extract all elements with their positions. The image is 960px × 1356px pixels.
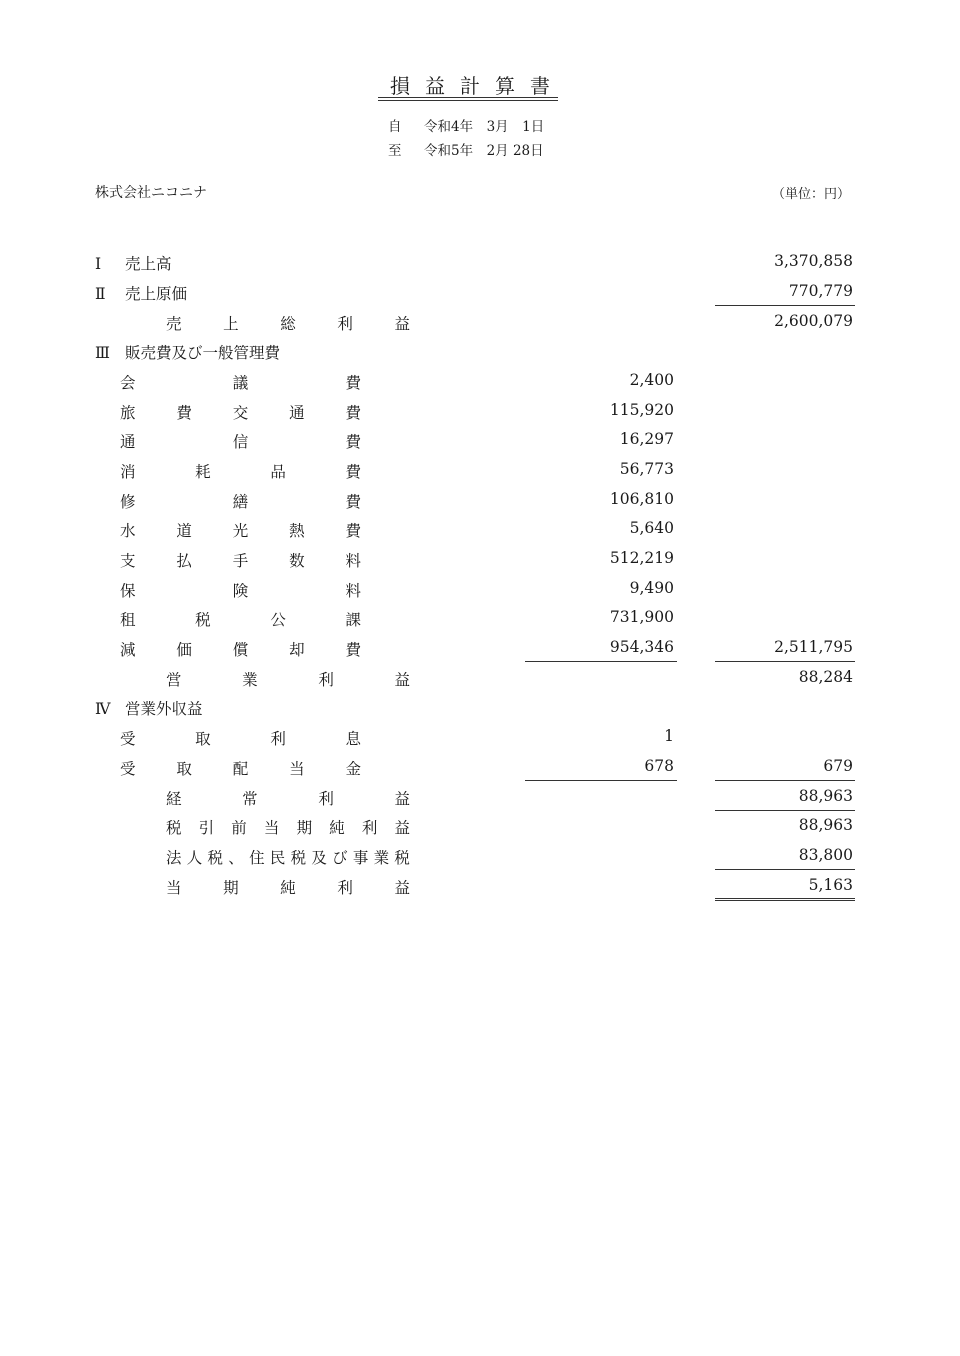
section-number: Ⅱ	[95, 285, 106, 303]
label-char: 光	[232, 522, 249, 540]
label-char: 益	[394, 671, 410, 689]
label-char: 減	[120, 641, 136, 659]
label-char: 益	[394, 790, 410, 808]
expense-amount: 954,346	[609, 638, 674, 656]
row-sales	[0, 252, 960, 276]
label-char: 払	[176, 552, 192, 570]
label-char: 支	[120, 552, 136, 570]
subtotal-rule	[525, 661, 677, 662]
label-char: 費	[345, 463, 361, 481]
label-char: 期	[223, 879, 239, 897]
expense-amount: 9,490	[629, 579, 674, 597]
label-char: 費	[176, 404, 192, 422]
title-underline	[378, 97, 558, 98]
label-char: 法	[166, 849, 182, 867]
label-char: 費	[345, 493, 361, 511]
income-row	[0, 757, 960, 781]
period-to-label: 至	[388, 143, 402, 159]
income-row	[0, 727, 960, 751]
label-char: 信	[232, 433, 249, 451]
label-char: 道	[176, 522, 192, 540]
label-char: 料	[345, 582, 361, 600]
expense-row	[0, 490, 960, 514]
row-pretax-income	[0, 816, 960, 840]
label-char: 常	[242, 790, 258, 808]
pretax-income-label	[166, 816, 410, 838]
expense-amount: 5,640	[629, 519, 674, 537]
label-char: 営	[166, 671, 182, 689]
label-char: 耗	[195, 463, 211, 481]
net-income-label	[166, 876, 410, 898]
period-to	[388, 139, 544, 159]
label-char: 公	[270, 611, 286, 629]
expense-amount: 2,400	[629, 371, 674, 389]
row-taxes	[0, 846, 960, 870]
expense-amount: 106,810	[609, 490, 674, 508]
label-char: 当	[166, 879, 182, 897]
label-char: 息	[345, 730, 361, 748]
subtotal-rule	[715, 869, 855, 870]
expense-row	[0, 430, 960, 454]
subtotal-rule	[715, 810, 855, 811]
label-char: 利	[361, 819, 378, 837]
label-char: 費	[345, 522, 361, 540]
label-char: 純	[280, 879, 296, 897]
label-char: 通	[120, 433, 136, 451]
expense-amount: 512,219	[609, 549, 674, 567]
expense-label	[120, 371, 361, 393]
income-amount: 678	[644, 757, 674, 775]
expense-row	[0, 608, 960, 632]
label-char: 険	[232, 582, 249, 600]
label-char: 民	[269, 849, 286, 867]
total-amount: 83,800	[798, 846, 853, 864]
ordinary-income-label	[166, 787, 410, 809]
label-char: 当	[289, 760, 305, 778]
period-from-date: 令和4年 3月 1日	[424, 119, 545, 135]
period-from-label: 自	[388, 119, 402, 135]
row-net-income	[0, 876, 960, 900]
label-char: 金	[345, 760, 361, 778]
label-char: 業	[373, 849, 390, 867]
label-char: 課	[345, 611, 361, 629]
label-char: 税	[195, 611, 211, 629]
label-char: 費	[345, 433, 361, 451]
expense-label	[120, 638, 361, 660]
label-char: 利	[337, 879, 353, 897]
expense-label	[120, 401, 361, 423]
expense-amount: 56,773	[619, 460, 674, 478]
section-label: 売上原価	[125, 285, 188, 303]
expense-row	[0, 549, 960, 573]
label-char: 会	[120, 374, 136, 392]
label-char: 総	[280, 315, 296, 333]
final-double-rule	[715, 898, 855, 901]
label-char: び	[332, 849, 348, 867]
expense-amount: 115,920	[609, 401, 674, 419]
label-char: 経	[166, 790, 182, 808]
row-gross-profit	[0, 312, 960, 336]
label-char: 利	[337, 315, 353, 333]
expense-label	[120, 579, 361, 601]
label-char: 上	[223, 315, 239, 333]
label-char: 、	[228, 849, 244, 867]
label-char: 利	[270, 730, 286, 748]
period-to-date: 令和5年 2月 28日	[424, 143, 544, 159]
label-char: 前	[231, 819, 247, 837]
total-amount: 5,163	[808, 876, 853, 894]
label-char: 数	[289, 552, 305, 570]
label-char: 料	[345, 552, 361, 570]
section-number: Ⅰ	[95, 255, 102, 273]
expense-amount: 731,900	[609, 608, 674, 626]
label-char: 熱	[289, 522, 305, 540]
expense-amount: 16,297	[619, 430, 674, 448]
label-char: 益	[394, 315, 410, 333]
section-heading	[95, 252, 172, 274]
label-char: 人	[186, 849, 203, 867]
label-char: 交	[232, 404, 249, 422]
total-amount: 770,779	[788, 282, 853, 300]
label-char: 旅	[120, 404, 136, 422]
sga-total: 2,511,795	[774, 638, 853, 656]
section-number: Ⅲ	[95, 344, 110, 362]
label-char: 税	[394, 849, 410, 867]
section-label: 販売費及び一般管理費	[125, 344, 281, 362]
non-op-total: 679	[823, 757, 853, 775]
section-heading	[95, 341, 280, 363]
label-char: 議	[232, 374, 249, 392]
expense-label	[120, 549, 361, 571]
label-char: 繕	[232, 493, 249, 511]
expense-row	[0, 638, 960, 662]
label-char: 受	[120, 730, 136, 748]
label-char: 税	[166, 819, 182, 837]
document-title: 損益計算書	[390, 74, 565, 98]
subtotal-rule	[715, 780, 855, 781]
label-char: 租	[120, 611, 136, 629]
label-char: 受	[120, 760, 136, 778]
subtotal-rule	[715, 661, 855, 662]
label-char: 期	[296, 819, 313, 837]
label-char: 配	[232, 760, 249, 778]
label-char: 税	[290, 849, 307, 867]
label-char: 利	[318, 671, 334, 689]
row-non-op-heading	[0, 697, 960, 721]
section-label: 売上高	[125, 255, 172, 273]
title-underline-second	[378, 100, 558, 101]
label-char: 価	[176, 641, 192, 659]
label-char: 事	[352, 849, 369, 867]
label-char: 却	[289, 641, 305, 659]
income-label	[120, 757, 361, 779]
row-operating-income	[0, 668, 960, 692]
row-cogs	[0, 282, 960, 306]
label-char: 費	[345, 374, 361, 392]
label-char: 業	[242, 671, 258, 689]
gross-profit-label	[166, 312, 410, 334]
section-number: Ⅳ	[95, 700, 111, 718]
label-char: 保	[120, 582, 136, 600]
label-char: 住	[249, 849, 265, 867]
row-sga-heading	[0, 341, 960, 365]
period-from	[388, 115, 544, 135]
unit-label: （単位：円）	[772, 187, 851, 202]
expense-label	[120, 490, 361, 512]
section-heading	[95, 697, 203, 719]
row-ordinary-income	[0, 787, 960, 811]
taxes-label	[166, 846, 410, 868]
expense-label	[120, 608, 361, 630]
label-char: 消	[120, 463, 136, 481]
expense-row	[0, 371, 960, 395]
label-char: 益	[394, 879, 410, 897]
expense-label	[120, 430, 361, 452]
income-amount: 1	[664, 727, 674, 745]
label-char: 修	[120, 493, 136, 511]
label-char: 当	[263, 819, 280, 837]
label-char: 通	[289, 404, 305, 422]
total-amount: 88,284	[798, 668, 853, 686]
label-char: 取	[195, 730, 211, 748]
total-amount: 3,370,858	[774, 252, 853, 270]
label-char: 税	[207, 849, 224, 867]
expense-row	[0, 460, 960, 484]
expense-row	[0, 579, 960, 603]
label-char: 品	[270, 463, 286, 481]
label-char: 売	[166, 315, 182, 333]
total-amount: 88,963	[798, 787, 853, 805]
label-char: 益	[394, 819, 410, 837]
label-char: 水	[120, 522, 136, 540]
label-char: 利	[318, 790, 334, 808]
label-char: 引	[198, 819, 215, 837]
label-char: 費	[345, 404, 361, 422]
label-char: 純	[329, 819, 345, 837]
subtotal-rule	[525, 780, 677, 781]
total-amount: 2,600,079	[774, 312, 853, 330]
label-char: 費	[345, 641, 361, 659]
total-amount: 88,963	[798, 816, 853, 834]
label-char: 及	[311, 849, 327, 867]
expense-row	[0, 519, 960, 543]
company-name: 株式会社ニコニナ	[95, 185, 207, 201]
expense-label	[120, 519, 361, 541]
section-heading	[95, 282, 187, 304]
expense-label	[120, 460, 361, 482]
subtotal-rule	[715, 305, 855, 306]
income-label	[120, 727, 361, 749]
operating-income-label	[166, 668, 410, 690]
expense-row	[0, 401, 960, 425]
label-char: 取	[176, 760, 192, 778]
section-label: 営業外収益	[125, 700, 203, 718]
label-char: 償	[232, 641, 249, 659]
label-char: 手	[232, 552, 249, 570]
